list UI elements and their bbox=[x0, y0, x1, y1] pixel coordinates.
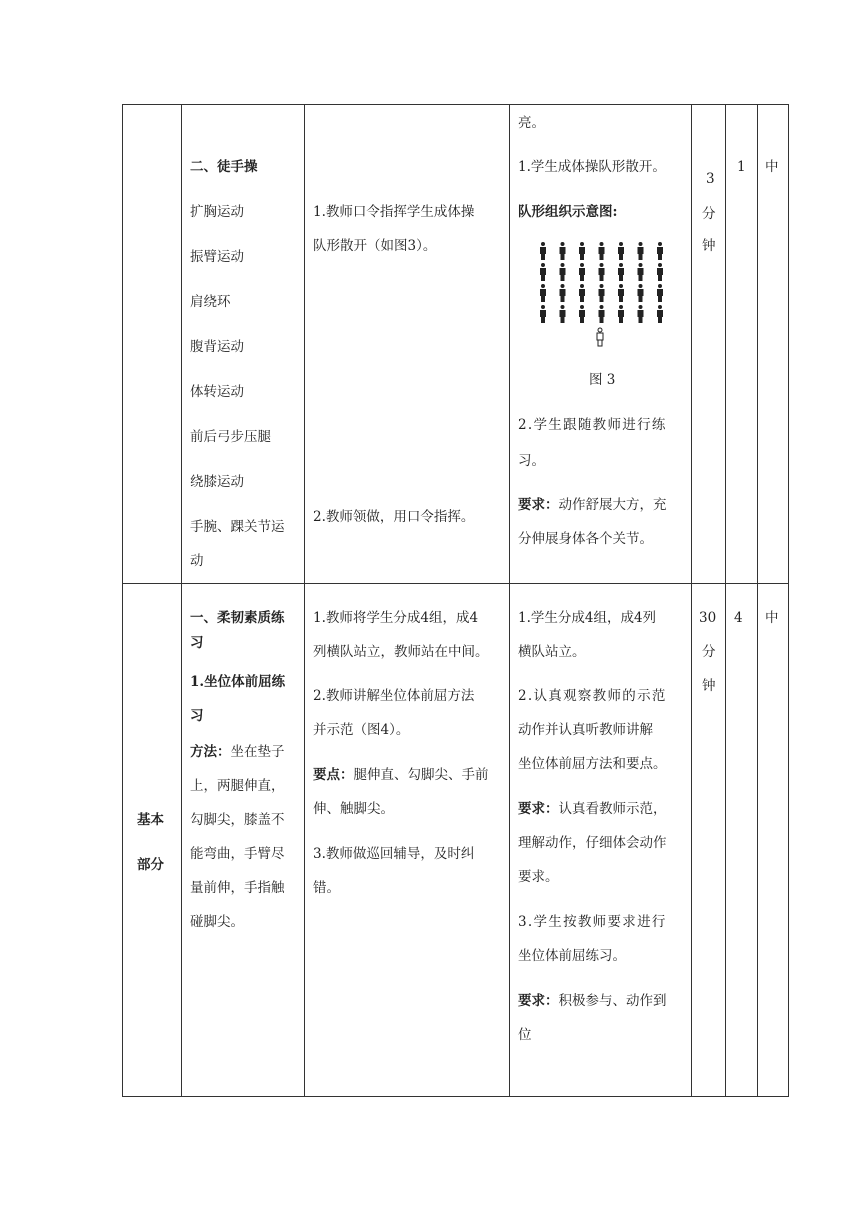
student-figure bbox=[599, 242, 605, 260]
requirement-text: 要求。 bbox=[518, 869, 559, 885]
exercise-item: 肩绕环 bbox=[190, 294, 231, 310]
method-text: 坐在垫子 bbox=[230, 744, 285, 760]
student-figure bbox=[540, 242, 546, 260]
table-col-divider bbox=[304, 104, 305, 1097]
method-text: 量前伸，手指触 bbox=[190, 880, 285, 896]
method-text: 勾脚尖，膝盖不 bbox=[190, 812, 285, 828]
count-value: 1 bbox=[737, 159, 746, 175]
section-label: 基本 bbox=[137, 812, 164, 828]
student-step: 横队站立。 bbox=[518, 644, 586, 660]
requirement-text: 认真看教师示范， bbox=[558, 801, 667, 817]
intensity-value: 中 bbox=[765, 159, 779, 175]
student-figure bbox=[657, 305, 663, 323]
student-figure bbox=[657, 284, 663, 302]
time-unit: 钟 bbox=[702, 678, 716, 694]
content-subtitle: 1.坐位体前屈练 bbox=[190, 674, 286, 690]
student-figure bbox=[560, 263, 566, 281]
time-unit: 钟 bbox=[702, 238, 716, 254]
intensity-value: 中 bbox=[765, 610, 779, 626]
student-figure bbox=[579, 284, 585, 302]
requirement-text: 位 bbox=[518, 1027, 532, 1043]
student-figure bbox=[560, 305, 566, 323]
exercise-item: 扩胸运动 bbox=[190, 204, 244, 220]
teacher-step-line: 2.教师讲解坐位体前屈方法 bbox=[313, 688, 475, 704]
count-value: 4 bbox=[734, 610, 743, 626]
teacher-step-line: 1.教师将学生分成4组，成4 bbox=[313, 610, 479, 626]
formation-diagram bbox=[530, 240, 674, 356]
teacher-figure bbox=[597, 328, 603, 346]
student-figure bbox=[560, 242, 566, 260]
requirement-text: 积极参与、动作到 bbox=[558, 993, 667, 1009]
content-subtitle: 习 bbox=[190, 708, 204, 724]
student-figure bbox=[638, 305, 644, 323]
student-step: 1.学生成体操队形散开。 bbox=[518, 159, 666, 175]
student-step: 1.学生分成4组，成4列 bbox=[518, 610, 657, 626]
formation-label: 队形组织示意图: bbox=[518, 204, 618, 220]
student-figure bbox=[657, 242, 663, 260]
student-figure bbox=[618, 242, 624, 260]
section-label: 部分 bbox=[137, 857, 164, 873]
table-col-divider bbox=[691, 104, 692, 1097]
student-step: 3.学生按教师要求进行 bbox=[518, 914, 667, 930]
student-text: 亮。 bbox=[518, 115, 545, 131]
student-figure bbox=[618, 284, 624, 302]
student-step: 动作并认真听教师讲解 bbox=[518, 722, 653, 738]
student-figure bbox=[579, 242, 585, 260]
requirement-text: 分伸展身体各个关节。 bbox=[518, 531, 653, 547]
requirement-label: 要求： bbox=[518, 801, 559, 817]
requirement-label: 要求： bbox=[518, 497, 559, 513]
table-col-divider bbox=[757, 104, 758, 1097]
table-border-top bbox=[122, 104, 789, 105]
student-figure bbox=[599, 305, 605, 323]
time-value: 3 bbox=[706, 171, 715, 187]
teacher-step-line: 1.教师口令指挥学生成体操 bbox=[313, 204, 475, 220]
student-step: 习。 bbox=[518, 453, 545, 469]
student-figure bbox=[599, 263, 605, 281]
method-text: 上，两腿伸直， bbox=[190, 778, 285, 794]
table-col-divider bbox=[725, 104, 726, 1097]
teacher-step-line: 2.教师领做，用口令指挥。 bbox=[313, 509, 475, 525]
table-border-bottom bbox=[122, 1096, 789, 1097]
student-step: 2.学生跟随教师进行练 bbox=[518, 417, 667, 433]
method-text: 能弯曲，手臂尽 bbox=[190, 846, 285, 862]
content-title: 二、徒手操 bbox=[190, 159, 258, 175]
teacher-step-line: 队形散开（如图3）。 bbox=[313, 238, 437, 254]
key-points-text: 腿伸直、勾脚尖、手前 bbox=[353, 767, 489, 783]
table-col-divider bbox=[509, 104, 510, 1097]
student-figure bbox=[638, 242, 644, 260]
exercise-item: 腹背运动 bbox=[190, 339, 244, 355]
student-step: 2.认真观察教师的示范 bbox=[518, 688, 667, 704]
method-label: 方法： bbox=[190, 744, 231, 760]
exercise-item: 绕膝运动 bbox=[190, 474, 244, 490]
student-figure bbox=[618, 305, 624, 323]
time-unit: 分 bbox=[702, 644, 716, 660]
content-title: 一、柔韧素质练 bbox=[190, 610, 285, 626]
student-figure bbox=[540, 263, 546, 281]
table-col-divider bbox=[181, 104, 182, 1097]
student-figure bbox=[579, 263, 585, 281]
content-title: 习 bbox=[190, 635, 204, 651]
requirement-text: 理解动作，仔细体会动作 bbox=[518, 835, 667, 851]
student-figure bbox=[540, 284, 546, 302]
time-unit: 分 bbox=[702, 206, 716, 222]
exercise-item: 振臂运动 bbox=[190, 249, 244, 265]
table-border-left bbox=[122, 104, 123, 1097]
teacher-step-line: 并示范（图4）。 bbox=[313, 722, 410, 738]
exercise-item: 动 bbox=[190, 553, 204, 569]
table-row-divider bbox=[122, 583, 789, 584]
requirement-label: 要求： bbox=[518, 993, 559, 1009]
table-border-right bbox=[788, 104, 789, 1097]
requirement-text: 动作舒展大方，充 bbox=[558, 497, 667, 513]
student-step: 坐位体前屈方法和要点。 bbox=[518, 756, 667, 772]
student-figure bbox=[638, 284, 644, 302]
student-figure bbox=[638, 263, 644, 281]
teacher-step-line: 错。 bbox=[313, 880, 340, 896]
figure-caption: 图 3 bbox=[589, 372, 616, 388]
student-figure bbox=[657, 263, 663, 281]
exercise-item: 手腕、踝关节运 bbox=[190, 519, 285, 535]
student-figure bbox=[540, 305, 546, 323]
teacher-step-line: 3.教师做巡回辅导，及时纠 bbox=[313, 846, 475, 862]
student-figure bbox=[618, 263, 624, 281]
student-figure bbox=[579, 305, 585, 323]
method-text: 碰脚尖。 bbox=[190, 914, 244, 930]
student-figure bbox=[599, 284, 605, 302]
student-step: 坐位体前屈练习。 bbox=[518, 948, 626, 964]
student-figure bbox=[560, 284, 566, 302]
time-value: 30 bbox=[699, 610, 717, 626]
exercise-item: 前后弓步压腿 bbox=[190, 429, 271, 445]
key-points-label: 要点： bbox=[313, 767, 354, 783]
exercise-item: 体转运动 bbox=[190, 384, 244, 400]
key-points-text: 伸、触脚尖。 bbox=[313, 801, 394, 817]
teacher-step-line: 列横队站立，教师站在中间。 bbox=[313, 644, 489, 660]
